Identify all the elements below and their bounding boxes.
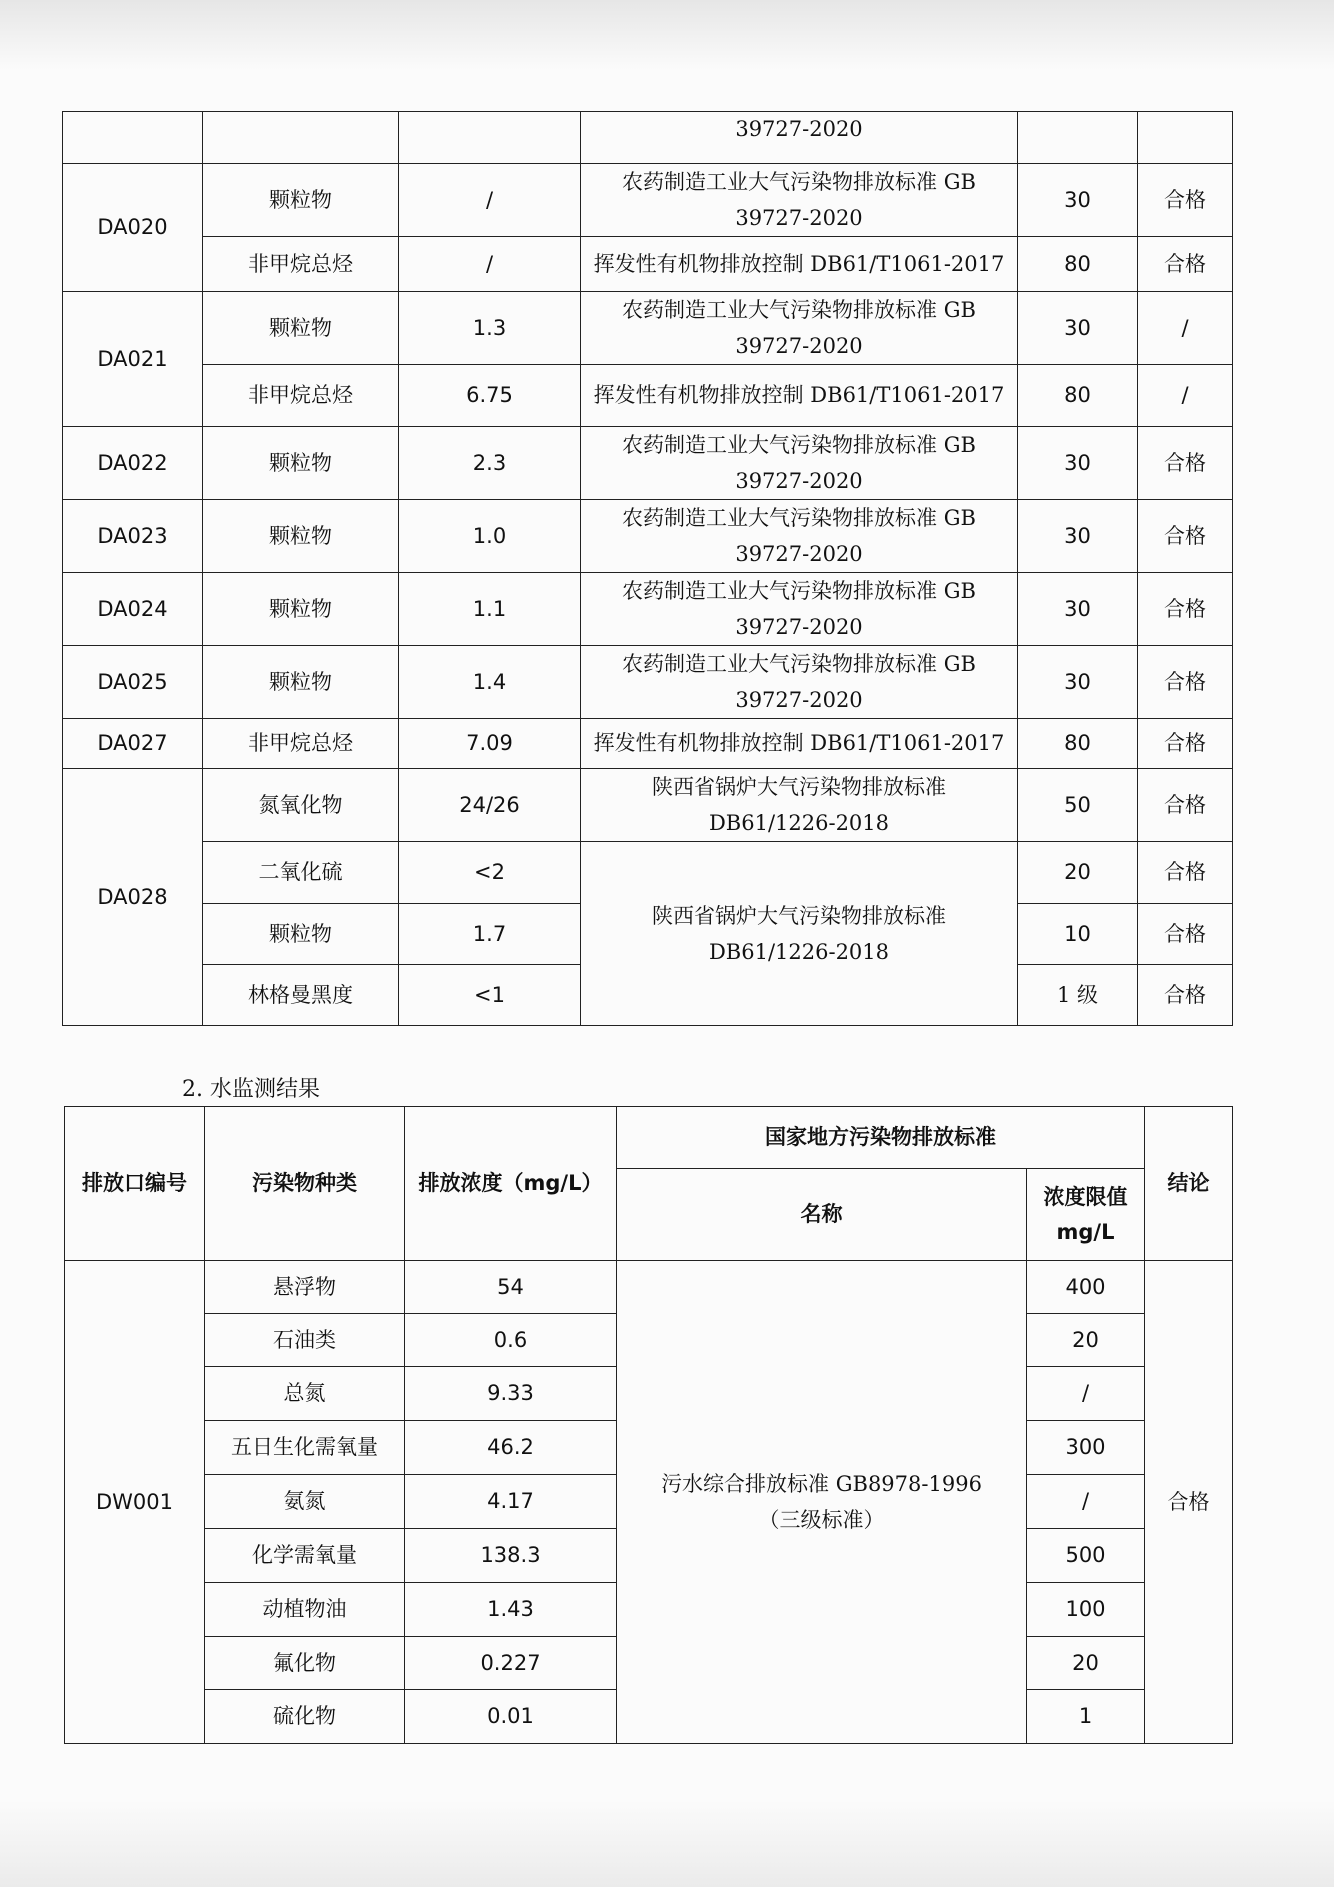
limit-cell: 300	[1027, 1421, 1145, 1475]
result-cell: 合格	[1145, 1261, 1233, 1744]
pollutant-cell: 颗粒物	[203, 500, 399, 573]
standard-line: 农药制造工业大气污染物排放标准 GB	[622, 170, 976, 194]
standard-line: 陕西省锅炉大气污染物排放标准	[652, 903, 946, 928]
outlet-cell: DA021	[63, 292, 203, 427]
standard-cell: 挥发性有机物排放控制 DB61/T1061-2017	[581, 237, 1018, 292]
standard-cell	[581, 842, 1018, 1026]
outlet-cell: DA022	[63, 427, 203, 500]
concentration-cell: 4.17	[405, 1475, 617, 1529]
concentration-cell: 0.01	[405, 1690, 617, 1744]
concentration-cell: <1	[399, 965, 581, 1026]
concentration-cell: <2	[399, 842, 581, 904]
pollutant-cell: 化学需氧量	[205, 1529, 405, 1583]
pollutant-cell: 五日生化需氧量	[205, 1421, 405, 1475]
limit-cell: 20	[1027, 1314, 1145, 1367]
standard-line: 39727-2020	[735, 615, 863, 639]
limit-cell: 30	[1018, 646, 1138, 719]
outlet-cell: DA020	[63, 164, 203, 292]
table-row	[63, 427, 1233, 500]
standard-line: 农药制造工业大气污染物排放标准 GB	[622, 506, 976, 530]
outlet-cell: DA024	[63, 573, 203, 646]
standard-cell	[581, 427, 1018, 500]
limit-cell: 20	[1027, 1637, 1145, 1690]
water-monitoring-table	[64, 1106, 1233, 1744]
standard-cell	[617, 1261, 1027, 1744]
table-row	[63, 292, 1233, 365]
pollutant-cell: 颗粒物	[203, 427, 399, 500]
limit-cell: 30	[1018, 500, 1138, 573]
standard-line: 农药制造工业大气污染物排放标准 GB	[622, 298, 976, 322]
result-cell: 合格	[1138, 164, 1233, 237]
result-cell	[1138, 112, 1233, 164]
header-result: 结论	[1145, 1107, 1233, 1261]
concentration-cell: 9.33	[405, 1367, 617, 1421]
result-cell: 合格	[1138, 719, 1233, 769]
pollutant-cell: 氮氧化物	[203, 769, 399, 842]
concentration-cell: 54	[405, 1261, 617, 1314]
air-monitoring-table	[62, 111, 1233, 1026]
limit-cell: 30	[1018, 292, 1138, 365]
scan-shadow-bottom	[0, 1800, 1334, 1887]
limit-cell: 20	[1018, 842, 1138, 904]
limit-cell: 50	[1018, 769, 1138, 842]
header-outlet: 排放口编号	[65, 1107, 205, 1261]
standard-cell	[581, 769, 1018, 842]
limit-cell: 1	[1027, 1690, 1145, 1744]
limit-cell: 30	[1018, 164, 1138, 237]
pollutant-cell: 林格曼黑度	[203, 965, 399, 1026]
standard-line: DB61/1226-2018	[708, 811, 890, 835]
standard-line: 39727-2020	[735, 469, 863, 493]
table-row	[63, 112, 1233, 164]
header-standard-group: 国家地方污染物排放标准	[617, 1107, 1145, 1169]
outlet-cell: DA028	[63, 769, 203, 1026]
outlet-cell: DW001	[65, 1261, 205, 1744]
pollutant-cell: 颗粒物	[203, 646, 399, 719]
concentration-cell: /	[399, 237, 581, 292]
standard-line: 农药制造工业大气污染物排放标准 GB	[622, 579, 976, 603]
table-row	[63, 237, 1233, 292]
result-cell: 合格	[1138, 842, 1233, 904]
standard-cell	[581, 500, 1018, 573]
concentration-cell: 138.3	[405, 1529, 617, 1583]
pollutant-cell: 总氮	[205, 1367, 405, 1421]
concentration-cell: 1.43	[405, 1583, 617, 1637]
header-standard-name: 名称	[617, 1169, 1027, 1261]
pollutant-cell: 氟化物	[205, 1637, 405, 1690]
pollutant-cell: 颗粒物	[203, 573, 399, 646]
concentration-cell: 1.3	[399, 292, 581, 365]
section-title: 2. 水监测结果	[182, 1077, 320, 1102]
table-row	[65, 1261, 1233, 1314]
result-cell: /	[1138, 292, 1233, 365]
result-cell: 合格	[1138, 965, 1233, 1026]
limit-cell	[1018, 112, 1138, 164]
standard-cell	[581, 292, 1018, 365]
result-cell: 合格	[1138, 646, 1233, 719]
pollutant-cell: 颗粒物	[203, 292, 399, 365]
pollutant-cell: 动植物油	[205, 1583, 405, 1637]
standard-line: DB61/1226-2018	[708, 939, 890, 964]
outlet-cell: DA025	[63, 646, 203, 719]
pollutant-cell: 石油类	[205, 1314, 405, 1367]
standard-cell: 挥发性有机物排放控制 DB61/T1061-2017	[581, 719, 1018, 769]
result-cell: /	[1138, 365, 1233, 427]
table-row	[63, 646, 1233, 719]
concentration-cell: 1.4	[399, 646, 581, 719]
table-row	[63, 719, 1233, 769]
header-limit	[1027, 1169, 1145, 1261]
standard-cell: 挥发性有机物排放控制 DB61/T1061-2017	[581, 365, 1018, 427]
limit-cell: 30	[1018, 427, 1138, 500]
concentration-cell: 46.2	[405, 1421, 617, 1475]
standard-line: 39727-2020	[735, 688, 863, 712]
result-cell: 合格	[1138, 769, 1233, 842]
table-row	[63, 842, 1233, 904]
pollutant-cell: 二氧化硫	[203, 842, 399, 904]
limit-cell: /	[1027, 1367, 1145, 1421]
outlet-cell: DA027	[63, 719, 203, 769]
pollutant-cell: 非甲烷总烃	[203, 237, 399, 292]
header-limit-line: 浓度限值	[1043, 1184, 1128, 1209]
standard-line: 39727-2020	[735, 334, 863, 358]
limit-cell: 80	[1018, 237, 1138, 292]
standard-cell	[581, 164, 1018, 237]
result-cell: 合格	[1138, 500, 1233, 573]
concentration-cell: 1.1	[399, 573, 581, 646]
standard-line: 农药制造工业大气污染物排放标准 GB	[622, 652, 976, 676]
standard-line: 污水综合排放标准 GB8978-1996	[661, 1472, 982, 1496]
pollutant-cell: 颗粒物	[203, 904, 399, 965]
outlet-cell	[63, 112, 203, 164]
pollutant-cell: 悬浮物	[205, 1261, 405, 1314]
table-row	[63, 164, 1233, 237]
result-cell: 合格	[1138, 427, 1233, 500]
header-pollutant: 污染物种类	[205, 1107, 405, 1261]
table-row	[63, 365, 1233, 427]
table-row	[63, 573, 1233, 646]
limit-cell: 100	[1027, 1583, 1145, 1637]
result-cell: 合格	[1138, 904, 1233, 965]
limit-cell: 1 级	[1018, 965, 1138, 1026]
pollutant-cell: 氨氮	[205, 1475, 405, 1529]
pollutant-cell: 非甲烷总烃	[203, 365, 399, 427]
concentration-cell: 0.227	[405, 1637, 617, 1690]
concentration-cell: 6.75	[399, 365, 581, 427]
concentration-cell: /	[399, 164, 581, 237]
standard-line: 39727-2020	[735, 542, 863, 566]
standard-line: 陕西省锅炉大气污染物排放标准	[652, 775, 946, 799]
pollutant-cell: 硫化物	[205, 1690, 405, 1744]
standard-line: 农药制造工业大气污染物排放标准 GB	[622, 433, 976, 457]
limit-cell: 30	[1018, 573, 1138, 646]
pollutant-cell: 非甲烷总烃	[203, 719, 399, 769]
standard-cell	[581, 646, 1018, 719]
header-limit-unit: mg/L	[1056, 1219, 1115, 1244]
result-cell: 合格	[1138, 573, 1233, 646]
limit-cell: /	[1027, 1475, 1145, 1529]
standard-line: （三级标准）	[758, 1508, 885, 1532]
concentration-cell: 2.3	[399, 427, 581, 500]
limit-cell: 80	[1018, 365, 1138, 427]
limit-cell: 80	[1018, 719, 1138, 769]
header-concentration: 排放浓度（mg/L）	[405, 1107, 617, 1261]
outlet-cell: DA023	[63, 500, 203, 573]
limit-cell: 500	[1027, 1529, 1145, 1583]
concentration-cell: 24/26	[399, 769, 581, 842]
limit-cell: 10	[1018, 904, 1138, 965]
scan-shadow-top	[0, 0, 1334, 70]
concentration-cell: 1.7	[399, 904, 581, 965]
standard-line: 39727-2020	[735, 206, 863, 230]
concentration-cell	[399, 112, 581, 164]
standard-cell	[581, 573, 1018, 646]
pollutant-cell	[203, 112, 399, 164]
pollutant-cell: 颗粒物	[203, 164, 399, 237]
limit-cell: 400	[1027, 1261, 1145, 1314]
table-row	[63, 500, 1233, 573]
header-row	[65, 1107, 1233, 1169]
concentration-cell: 0.6	[405, 1314, 617, 1367]
standard-cell: 39727-2020	[581, 112, 1018, 164]
table-row	[63, 769, 1233, 842]
concentration-cell: 7.09	[399, 719, 581, 769]
result-cell: 合格	[1138, 237, 1233, 292]
concentration-cell: 1.0	[399, 500, 581, 573]
